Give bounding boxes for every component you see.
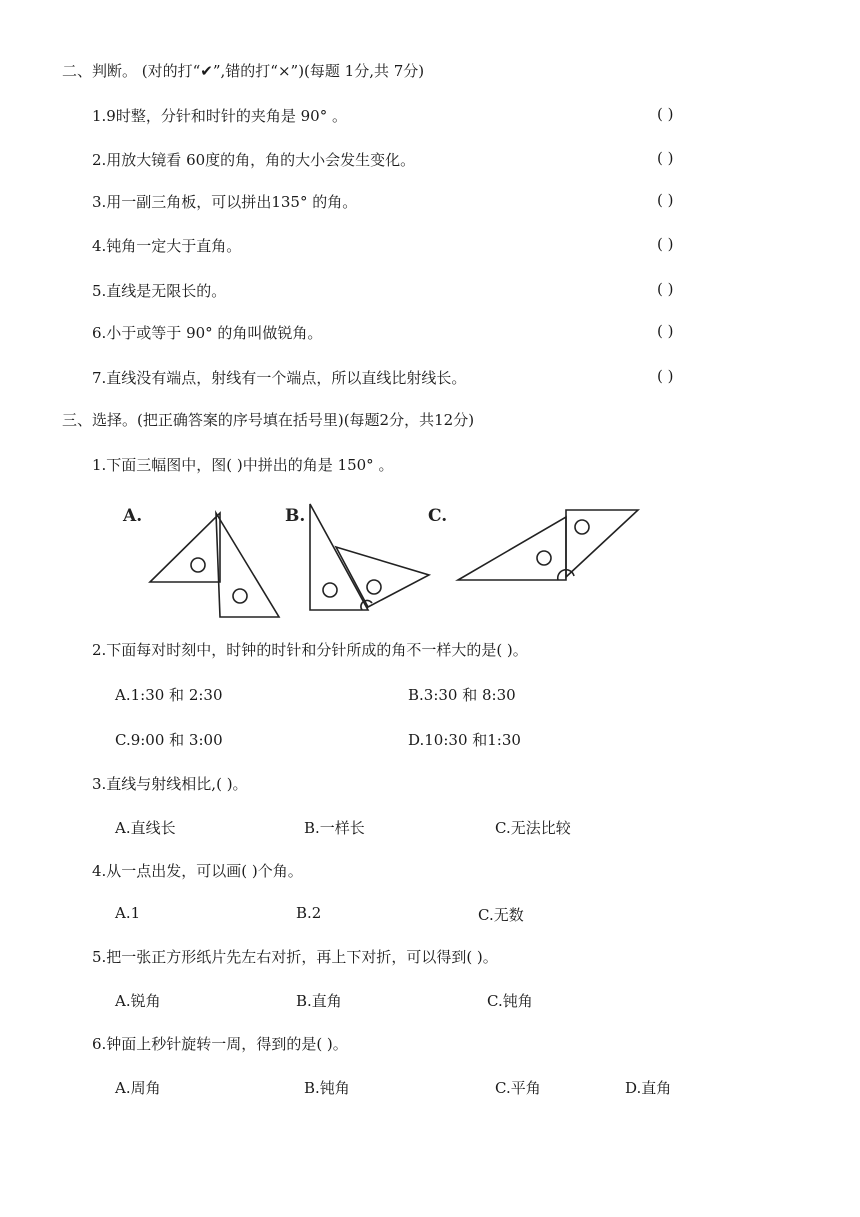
answer-blank-2[interactable]: ( ) [657, 149, 674, 167]
judge-item-7: 7.直线没有端点，射线有一个端点，所以直线比射线长。 [92, 369, 467, 387]
judge-item-2: 2.用放大镜看 60度的角，角的大小会发生变化。 [92, 151, 416, 169]
choice-q2-option-a[interactable]: A.1:30 和 2:30 [115, 686, 223, 704]
choice-q4-option-a[interactable]: A.1 [115, 904, 141, 922]
judge-item-4: 4.钝角一定大于直角。 [92, 237, 242, 255]
section2-title: 二、判断。 (对的打“✔”,错的打“×”)(每题 1分,共 7分) [62, 62, 425, 80]
choice-q5-option-a[interactable]: A.锐角 [115, 992, 161, 1010]
choice-q3-stem: 3.直线与射线相比,( )。 [92, 775, 248, 793]
figure-a [150, 513, 279, 617]
section3-title: 三、选择。(把正确答案的序号填在括号里)(每题2分，共12分) [62, 411, 475, 429]
choice-q3-option-c[interactable]: C.无法比较 [495, 819, 571, 837]
judge-item-1: 1.9时整，分针和时针的夹角是 90° 。 [92, 107, 347, 125]
choice-q3-option-a[interactable]: A.直线长 [115, 819, 176, 837]
choice-q2-option-b[interactable]: B.3:30 和 8:30 [408, 686, 516, 704]
choice-q6-option-a[interactable]: A.周角 [115, 1079, 161, 1097]
choice-q3-option-b[interactable]: B.一样长 [304, 819, 365, 837]
figure-c [458, 510, 638, 580]
answer-blank-1[interactable]: ( ) [657, 105, 674, 123]
answer-blank-7[interactable]: ( ) [657, 367, 674, 385]
choice-q4-option-c[interactable]: C.无数 [478, 906, 524, 924]
figure-label-b: B. [285, 506, 306, 526]
choice-q5-option-b[interactable]: B.直角 [296, 992, 342, 1010]
answer-blank-6[interactable]: ( ) [657, 322, 674, 340]
choice-q6-option-b[interactable]: B.钝角 [304, 1079, 350, 1097]
figure-label-a: A. [123, 506, 143, 526]
answer-blank-5[interactable]: ( ) [657, 280, 674, 298]
choice-q6-stem: 6.钟面上秒针旋转一周，得到的是( )。 [92, 1035, 348, 1053]
choice-q2-option-d[interactable]: D.10:30 和1:30 [408, 731, 521, 749]
figure-label-c: C. [428, 506, 448, 526]
choice-q2-option-c[interactable]: C.9:00 和 3:00 [115, 731, 223, 749]
choice-q5-option-c[interactable]: C.钝角 [487, 992, 533, 1010]
choice-q4-option-b[interactable]: B.2 [296, 904, 322, 922]
judge-item-5: 5.直线是无限长的。 [92, 282, 227, 300]
answer-blank-4[interactable]: ( ) [657, 235, 674, 253]
choice-q4-stem: 4.从一点出发，可以画( )个角。 [92, 862, 303, 880]
figure-b [310, 504, 429, 610]
judge-item-3: 3.用一副三角板，可以拼出135° 的角。 [92, 193, 358, 211]
set-square-diagram [118, 495, 648, 625]
choice-q5-stem: 5.把一张正方形纸片先左右对折，再上下对折，可以得到( )。 [92, 948, 498, 966]
choice-q1-stem: 1.下面三幅图中，图( )中拼出的角是 150° 。 [92, 456, 394, 474]
judge-item-6: 6.小于或等于 90° 的角叫做锐角。 [92, 324, 323, 342]
choice-q6-option-c[interactable]: C.平角 [495, 1079, 541, 1097]
choice-q2-stem: 2.下面每对时刻中，时钟的时针和分针所成的角不一样大的是( )。 [92, 641, 528, 659]
answer-blank-3[interactable]: ( ) [657, 191, 674, 209]
triangle-figures [118, 495, 648, 625]
choice-q6-option-d[interactable]: D.直角 [625, 1079, 672, 1097]
